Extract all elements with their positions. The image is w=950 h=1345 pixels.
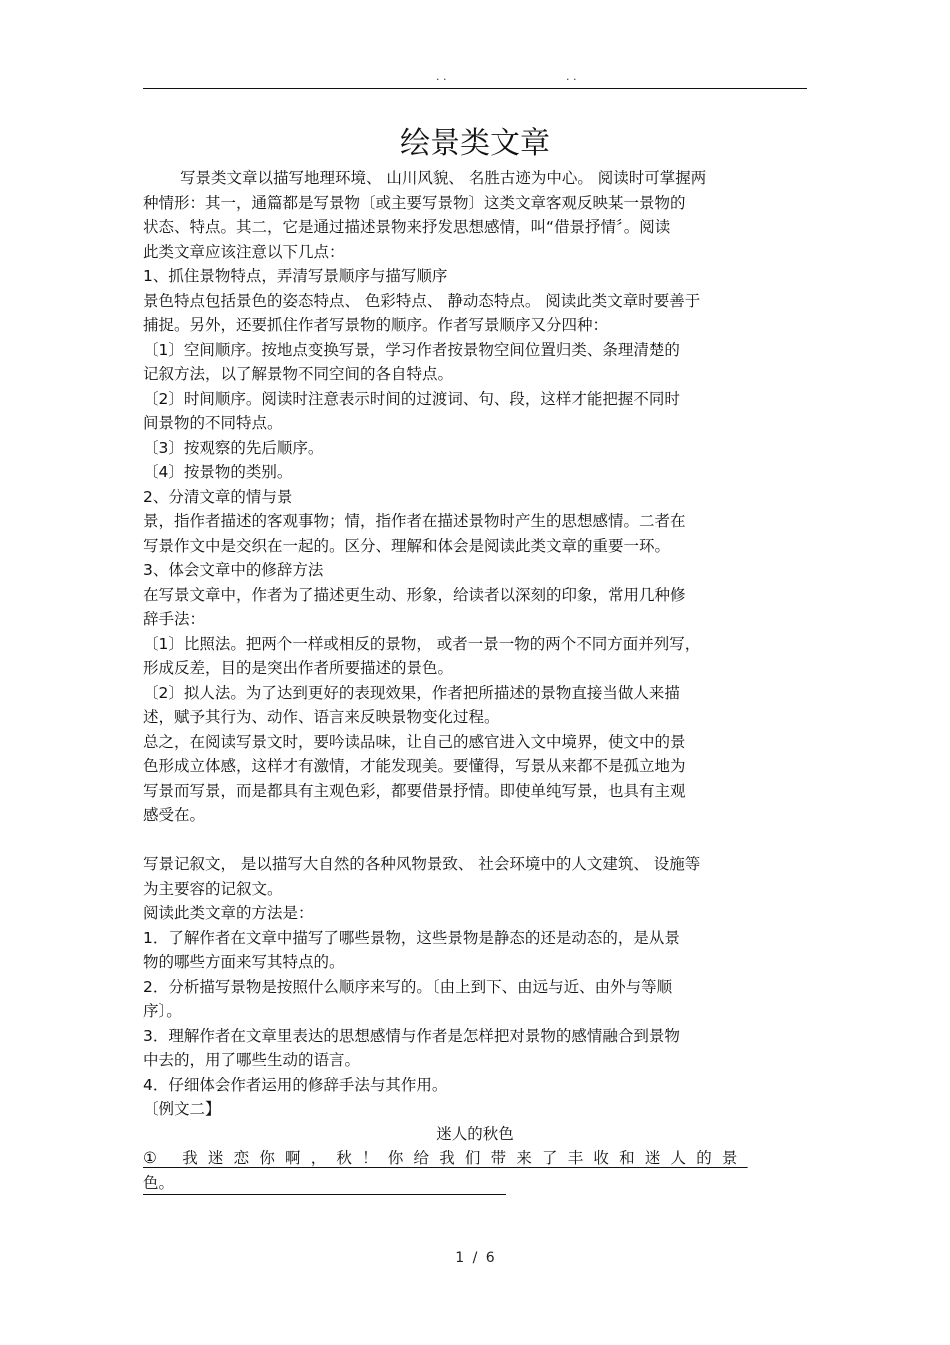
paragraph-line: 写景作文中是交织在一起的。区分、理解和体会是阅读此类文章的重要一环。 xyxy=(143,536,671,555)
paragraph-line: 感受在。 xyxy=(143,806,206,824)
example-line: ① 我迷恋你啊，秋！你给我们带来了丰收和迷人的景 xyxy=(143,1149,748,1167)
document-title: 绘景类文章 xyxy=(400,126,550,161)
paragraph-line: 形成反差，目的是突出作者所要描述的景色。 xyxy=(143,659,454,677)
paragraph-line: 序〕。 xyxy=(143,1002,182,1020)
example-label: 〔例文二】 xyxy=(143,1100,221,1118)
paragraph-line: 写景记叙文， 是以描写大自然的各种风物景致、 社会环境中的人文建筑、 设施等 xyxy=(143,855,701,873)
paragraph-line: 〔2〕时间顺序。阅读时注意表示时间的过渡词、句、段，这样才能把握不同时 xyxy=(143,389,680,408)
paragraph-line: 景色特点包括景色的姿态特点、 色彩特点、 静动态特点。 阅读此类文章时要善于 xyxy=(143,291,701,310)
paragraph-line: 4．仔细体会作者运用的修辞手法与其作用。 xyxy=(143,1075,448,1094)
paragraph-line: 述，赋予其行为、动作、语言来反映景物变化过程。 xyxy=(143,708,500,726)
header-dots-left: . . xyxy=(436,70,447,83)
paragraph-line: 〔4〕按景物的类别。 xyxy=(143,463,293,481)
paragraph-line: 种情形：其一，通篇都是写景物〔或主要写景物〕这类文章客观反映某一景物的 xyxy=(143,193,686,212)
example-title: 迷人的秋色 xyxy=(436,1124,514,1143)
header-dots xyxy=(0,70,950,84)
paragraph-line: 辞手法： xyxy=(143,610,206,628)
paragraph-line: 写景而写景，而是都具有主观色彩，都要借景抒情。即使单纯写景，也具有主观 xyxy=(143,781,686,800)
paragraph-line: 捕捉。另外，还要抓住作者写景物的顺序。作者写景顺序又分四种： xyxy=(143,316,609,334)
paragraph-line: 中去的，用了哪些生动的语言。 xyxy=(143,1051,361,1069)
paragraph-line: 1．了解作者在文章中描写了哪些景物，这些景物是静态的还是动态的，是从景 xyxy=(143,928,680,947)
paragraph-line: 〔2〕拟人法。为了达到更好的表现效果，作者把所描述的景物直接当做人来描 xyxy=(143,683,680,702)
paragraph-line: 物的哪些方面来写其特点的。 xyxy=(143,953,345,971)
section-heading: 2、分清文章的情与景 xyxy=(143,487,293,506)
paragraph-line: 为主要容的记叙文。 xyxy=(143,879,283,898)
paragraph-line: 状态、特点。其二，它是通过描述景物来抒发思想感情，叫“借景抒情〞。阅读 xyxy=(143,218,671,236)
paragraph-line: 阅读此类文章的方法是： xyxy=(143,904,314,922)
header-dots-right: . . xyxy=(566,70,577,83)
paragraph-line: 总之，在阅读写景文时，要吟读品味，让自己的感官进入文中境界，使文中的景 xyxy=(143,732,686,751)
paragraph-line: 色形成立体感，这样才有激情，才能发现美。要懂得，写景从来都不是孤立地为 xyxy=(143,757,686,775)
example-line-end xyxy=(143,1171,807,1196)
paragraph-line: 〔1〕空间顺序。按地点变换写景，学习作者按景物空间位置归类、条理清楚的 xyxy=(143,340,680,359)
paragraph-line: 间景物的不同特点。 xyxy=(143,414,283,432)
paragraph-line: 2．分析描写景物是按照什么顺序来写的。〔由上到下、由远与近、由外与等顺 xyxy=(143,977,673,996)
header-rule xyxy=(143,88,807,89)
page-number: 1 / 6 xyxy=(455,1250,495,1266)
paragraph-line: 在写景文章中，作者为了描述更生动、形象，给读者以深刻的印象，常用几种修 xyxy=(143,585,686,604)
paragraph-line: 记叙方法，以了解景物不同空间的各自特点。 xyxy=(143,365,454,383)
paragraph-line: 景，指作者描述的客观事物；情，指作者在描述景物时产生的思想感情。二者在 xyxy=(143,512,686,530)
example-line-underlined: 色。 xyxy=(143,1172,506,1195)
section-heading: 3、体会文章中的修辞方法 xyxy=(143,561,324,579)
paragraph-line: 〔3〕按观察的先后顺序。 xyxy=(143,438,324,457)
paragraph-line: 〔1〕比照法。把两个一样或相反的景物， 或者一景一物的两个不同方面并列写， xyxy=(143,634,701,653)
paragraph-line: 写景类文章以描写地理环境、 山川风貌、 名胜古迹为中心。 阅读时可掌握两 xyxy=(180,169,707,187)
blank-line xyxy=(143,828,807,853)
paragraph-line: 此类文章应该注意以下几点： xyxy=(143,242,345,261)
document-body xyxy=(143,166,807,1195)
paragraph-line: 3．理解作者在文章里表达的思想感情与作者是怎样把对景物的感情融合到景物 xyxy=(143,1026,680,1045)
section-heading: 1、抓住景物特点，弄清写景顺序与描写顺序 xyxy=(143,267,448,285)
